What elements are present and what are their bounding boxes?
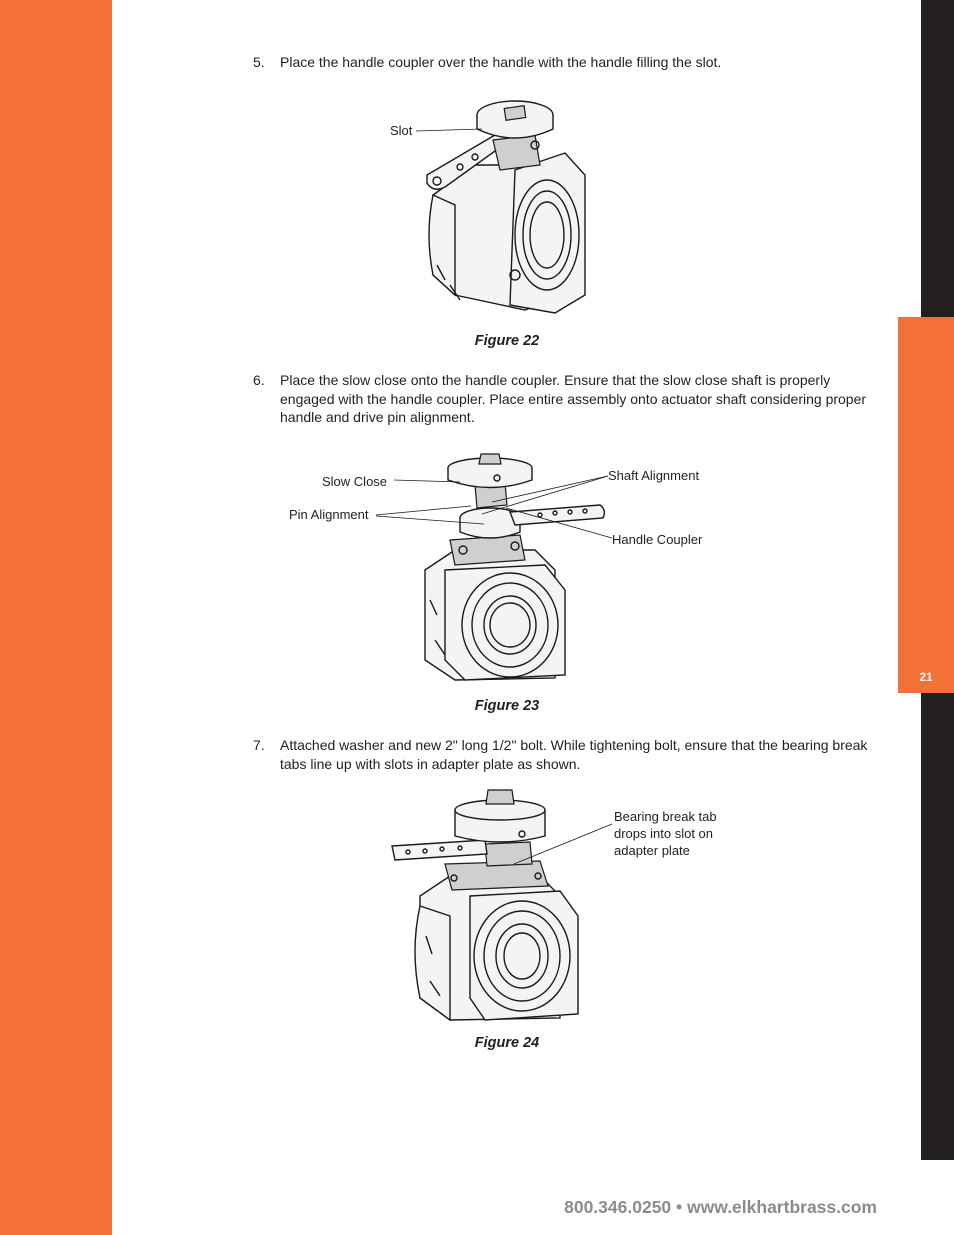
figure-24-caption: Figure 24 (474, 1035, 540, 1051)
figure-23-caption: Figure 23 (474, 698, 540, 714)
step-6 (253, 371, 873, 427)
figure-22-caption: Figure 22 (474, 333, 540, 349)
label-bearing-break-tab-2: drops into slot on (614, 826, 714, 841)
label-slot: Slot (390, 123, 413, 138)
slot-leader-line (414, 126, 484, 136)
step-text: Attached washer and new 2" long 1/2" bolt. While tightening bolt, ensure that the bearing break tabs line up with slots in adapter plate as shown. (280, 737, 868, 772)
label-bearing-break-tab-3: adapter plate (614, 843, 690, 858)
step-text: Place the slow close onto the handle coupler. Ensure that the slow close shaft is properly engaged with the handle coupler. Place entire assembly onto actuator shaft considering proper handle and drive pin alignment. (280, 372, 867, 425)
label-bearing-break-tab-1: Bearing break tab (614, 809, 717, 824)
bearing-tab-leader-line (500, 820, 620, 870)
label-slow-close: Slow Close (322, 474, 388, 489)
label-shaft-alignment: Shaft Alignment (608, 468, 700, 483)
step-text: Place the handle coupler over the handle with the handle filling the slot. (280, 54, 722, 70)
footer-contact: 800.346.0250 • www.elkhartbrass.com (564, 1197, 877, 1217)
label-handle-coupler: Handle Coupler (612, 532, 703, 547)
step-number: 5. (253, 54, 265, 70)
figure-23-leader-lines (376, 466, 616, 544)
left-accent-bar (0, 0, 112, 1235)
section-tab (898, 317, 954, 693)
label-pin-alignment: Pin Alignment (289, 507, 369, 522)
step-number: 7. (253, 737, 265, 753)
step-number: 6. (253, 372, 265, 388)
step-7 (253, 736, 873, 773)
page-number: 21 (919, 670, 933, 684)
step-5 (253, 53, 873, 72)
